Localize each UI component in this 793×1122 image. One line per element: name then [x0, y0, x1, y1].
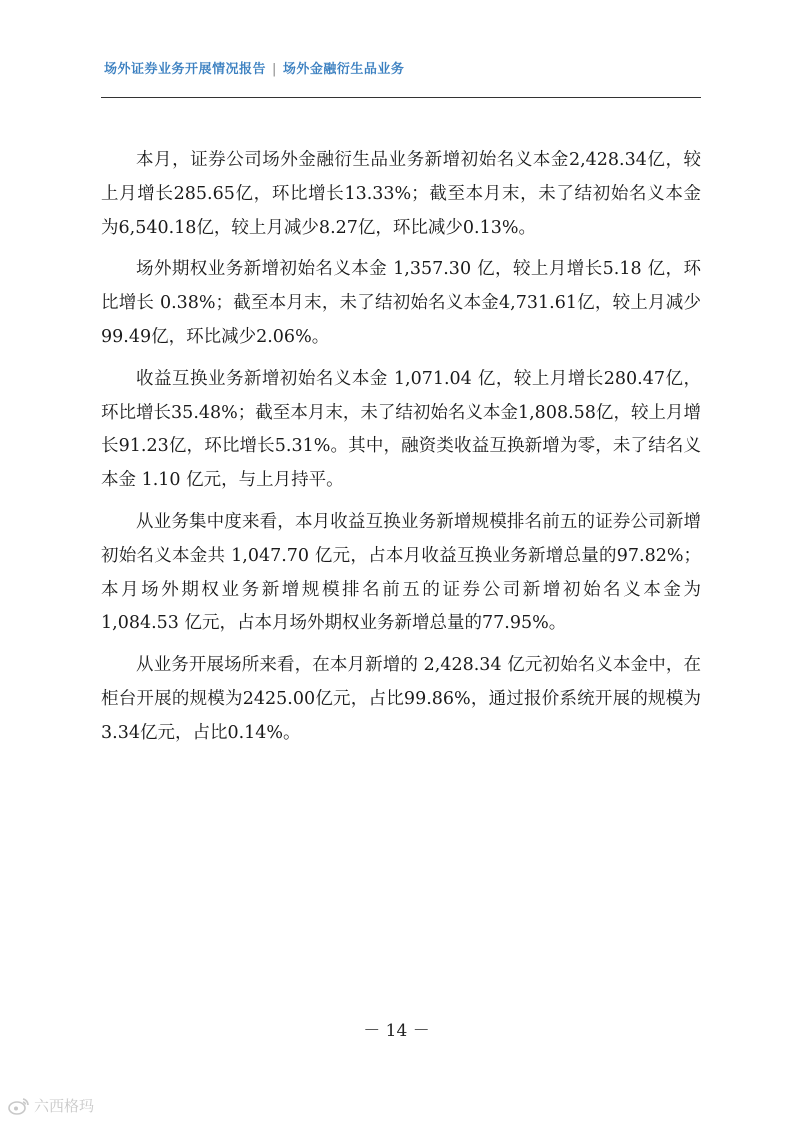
document-body [101, 144, 701, 759]
paragraph-overview: 本月，证券公司场外金融衍生品业务新增初始名义本金2,428.34亿，较上月增长285.65亿，环比增长13.33%；截至本月末，未了结初始名义本金为6,540.18亿，较上月减少8.27亿，环比减少0.13%。 [101, 150, 701, 238]
paragraph-concentration: 从业务集中度来看，本月收益互换业务新增规模排名前五的证券公司新增初始名义本金共 1,047.70 亿元，占本月收益互换业务新增总量的97.82%；本月场外期权业务新增规模排名前五的证券公司新增初始名义本金为 1,084.53 亿元，占本月场外期权业务新增总量的77.95%。 [101, 511, 701, 634]
header-section-title: 场外金融衍生品业务 [282, 62, 405, 77]
watermark [8, 1095, 94, 1116]
running-header [104, 58, 700, 77]
header-separator: | [272, 62, 277, 77]
page-number: － 14 － [363, 1021, 430, 1041]
header-report-title: 场外证券业务开展情况报告 [104, 62, 267, 77]
paragraph-venue: 从业务开展场所来看，在本月新增的 2,428.34 亿元初始名义本金中，在柜台开展的规模为2425.00亿元，占比99.86%，通过报价系统开展的规模为3.34亿元，占比0.14%。 [101, 655, 701, 743]
weibo-logo-icon [8, 1097, 30, 1115]
watermark-text: 六西格玛 [34, 1097, 95, 1115]
header-divider [101, 97, 701, 98]
paragraph-options: 场外期权业务新增初始名义本金 1,357.30 亿，较上月增长5.18 亿，环比增长 0.38%；截至本月末，未了结初始名义本金4,731.61亿，较上月减少99.49亿，环比减少2.06%。 [101, 259, 701, 347]
paragraph-swaps: 收益互换业务新增初始名义本金 1,071.04 亿，较上月增长280.47亿，环比增长35.48%；截至本月末，未了结初始名义本金1,808.58亿，较上月增长91.23亿，环比增长5.31%。其中，融资类收益互换新增为零，未了结名义本金 1.10 亿元，与上月持平。 [101, 368, 701, 491]
